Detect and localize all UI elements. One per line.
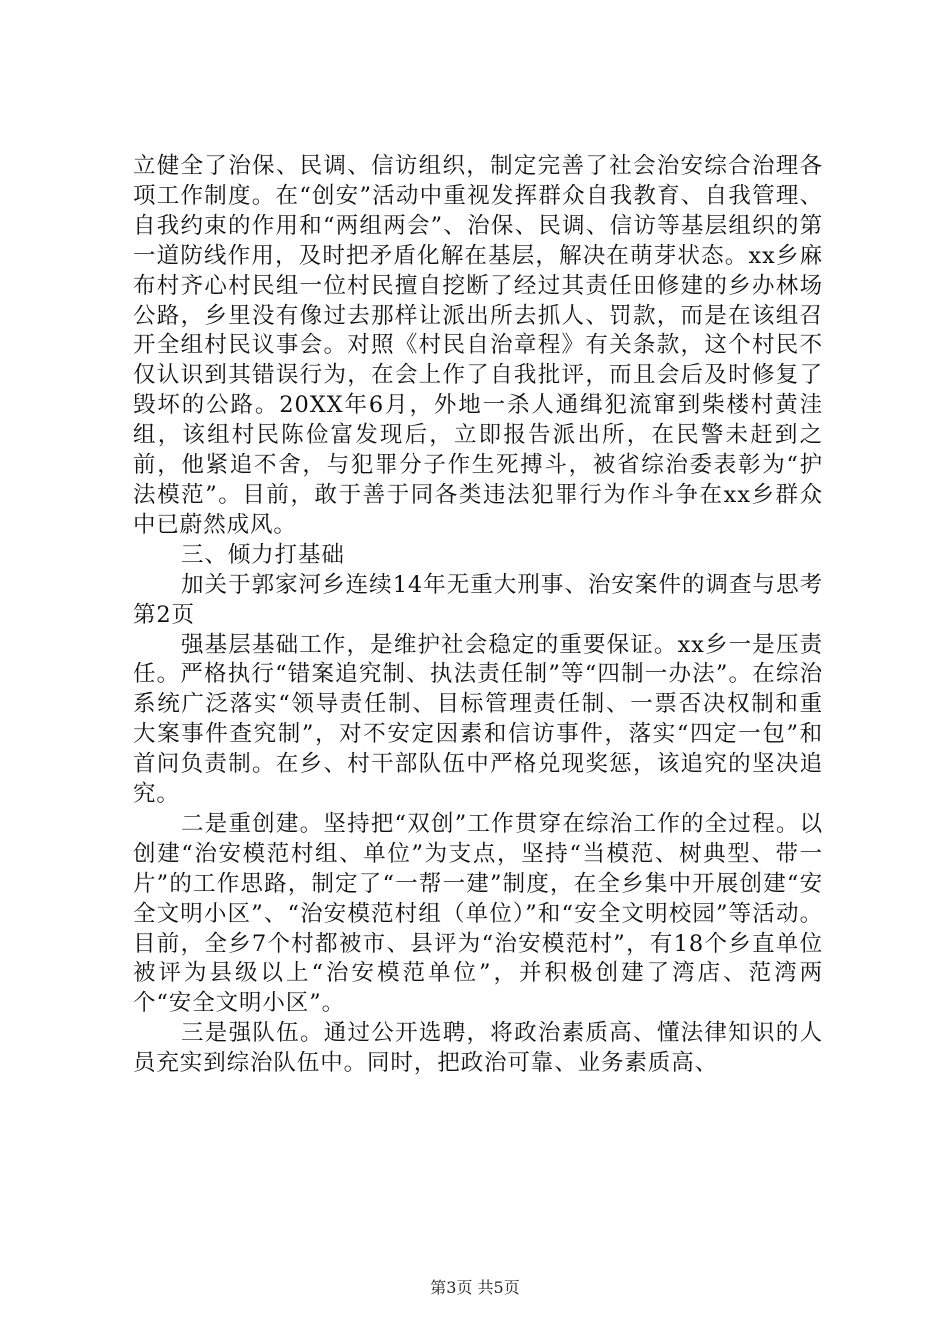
paragraph-4: 二是重创建。坚持把“双创”工作贯穿在综治工作的全过程。以创建“治安模范村组、单位”为支点，坚持“当模范、树典型、带一片”的工作思路，制定了“一帮一建”制度，在全乡集中开展创建“安全文明小区”、“治安模范村组（单位）”和“安全文明校园”等活动。目前，全乡7个村都被市、县评为“治安模范村”，有18个乡直单位被评为县级以上“治安模范单位”，并积极创建了湾店、范湾两个“安全文明小区”。 bbox=[133, 810, 823, 1017]
paragraph-3: 强基层基础工作，是维护社会稳定的重要保证。xx乡一是压责任。严格执行“错案追究制、执法责任制”等“四制一办法”。在综治系统广泛落实“领导责任制、目标管理责任制、一票否决权制和重大案事件查究制”，对不安定因素和信访事件，落实“四定一包”和首问负责制。在乡、村干部队伍中严格兑现奖惩，该追究的坚决追究。 bbox=[133, 631, 823, 808]
paragraph-2: 加关于郭家河乡连续14年无重大刑事、治安案件的调查与思考第2页 bbox=[133, 571, 823, 628]
paragraph-1: 立健全了治保、民调、信访组织，制定完善了社会治安综合治理各项工作制度。在“创安”活动中重视发挥群众自我教育、自我管理、自我约束的作用和“两组两会”、治保、民调、信访等基层组织的第一道防线作用，及时把矛盾化解在基层，解决在萌芽状态。xx乡麻布村齐心村民组一位村民擅自挖断了经过其责任田修建的乡办林场公路，乡里没有像过去那样让派出所去抓人、罚款，而是在该组召开全组村民议事会。对照《村民自治章程》有关条款，这个村民不仅认识到其错误行为，在会上作了自我批评，而且会后及时修复了毁坏的公路。20XX年6月，外地一杀人通缉犯流窜到柴楼村黄洼组，该组村民陈俭富发现后，立即报告派出所，在民警未赶到之前，他紧追不舍，与犯罪分子作生死搏斗，被省综治委表彰为“护法模范”。目前，敢于善于同各类违法犯罪行为作斗争在xx乡群众中已蔚然成风。 bbox=[133, 153, 823, 538]
page-number-footer: 第3页 共5页 bbox=[430, 1278, 520, 1297]
section-heading: 三、倾力打基础 bbox=[181, 541, 345, 568]
paragraph-5: 三是强队伍。通过公开选聘，将政治素质高、懂法律知识的人员充实到综治队伍中。同时，把政治可靠、业务素质高、 bbox=[133, 1020, 823, 1077]
document-body bbox=[133, 152, 823, 1079]
